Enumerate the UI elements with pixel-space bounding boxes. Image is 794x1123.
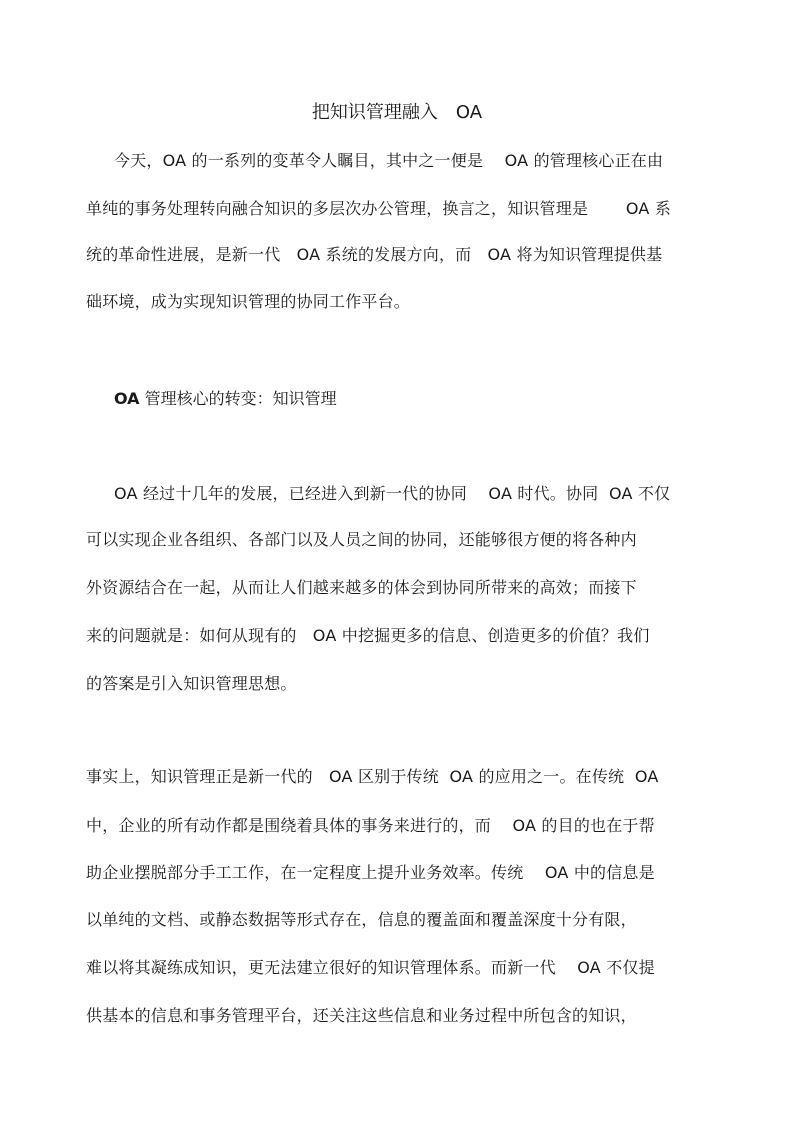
paragraph-3-line-4: 以单纯的文档、或静态数据等形式存在，信息的覆盖面和覆盖深度十分有限， (86, 910, 637, 929)
paragraph-3-line-5: 难以将其凝练成知识，更无法建立很好的知识管理体系。而新一代 OA 不仅提 (86, 958, 655, 977)
paragraph-2-line-1: OA 经过十几年的发展，已经进入到新一代的协同 OA 时代。协同 OA 不仅 (114, 484, 671, 503)
paragraph-3-line-6: 供基本的信息和事务管理平台，还关注这些信息和业务过程中所包含的知识， (86, 1006, 637, 1025)
paragraph-2-line-2: 可以实现企业各组织、各部门以及人员之间的协同，还能够很方便的将各种内 (86, 530, 637, 549)
paragraph-3-line-2: 中，企业的所有动作都是围绕着具体的事务来进行的，而 OA 的目的也在于帮 (86, 816, 655, 835)
paragraph-1-line-2: 单纯的事务处理转向融合知识的多层次办公管理，换言之，知识管理是 OA 系 (86, 199, 672, 218)
paragraph-1-line-1: 今天，OA 的一系列的变革令人瞩目，其中之一便是 OA 的管理核心正在由 (114, 151, 664, 170)
paragraph-2-line-4: 来的问题就是：如何从现有的 OA 中挖掘更多的信息、创造更多的价值？我们 (86, 626, 650, 645)
section-heading (114, 388, 337, 410)
paragraph-1-line-3: 统的革命性进展，是新一代 OA 系统的发展方向，而 OA 将为知识管理提供基 (86, 245, 663, 264)
section-heading-bold: OA (114, 389, 140, 408)
paragraph-2-line-3: 外资源结合在一起，从而让人们越来越多的体会到协同所带来的高效；而接下 (86, 578, 637, 597)
paragraph-1-line-4: 础环境，成为实现知识管理的协同工作平台。 (86, 292, 411, 311)
paragraph-2-line-5: 的答案是引入知识管理思想。 (86, 674, 297, 693)
document-title: 把知识管理融入 OA (311, 102, 483, 123)
paragraph-3-line-1: 事实上，知识管理正是新一代的 OA 区别于传统 OA 的应用之一。在传统 OA (86, 767, 659, 786)
paragraph-3-line-3: 助企业摆脱部分手工工作，在一定程度上提升业务效率。传统 OA 中的信息是 (86, 863, 655, 882)
section-heading-text: 管理核心的转变：知识管理 (139, 389, 337, 408)
